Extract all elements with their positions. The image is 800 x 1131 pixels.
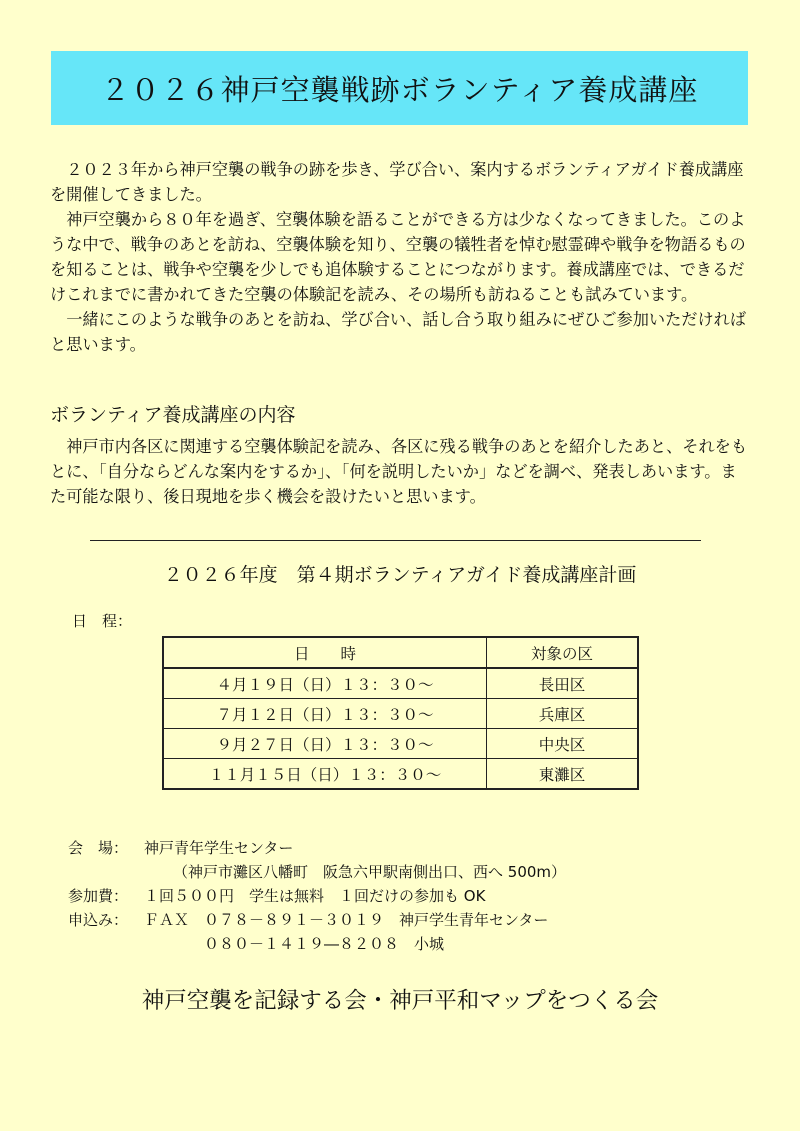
apply-fax: ＦＡＸ ０７８－８９１－３０１９ 神戸学生青年センター bbox=[144, 911, 549, 929]
row-date: １１月１５日（日）１３：３０～ bbox=[163, 759, 487, 790]
venue-address: （神戸市灘区八幡町 阪急六甲駅南側出口、西へ 500m） bbox=[173, 863, 567, 881]
venue-address-row bbox=[68, 860, 566, 884]
intro-paragraph: 一緒にこのような戦争のあとを訪ね、学び合い、話し合う取り組みにぜひご参加いただければと思います。 bbox=[50, 310, 747, 354]
plan-title: ２０２６年度 第４期ボランティアガイド養成講座計画 bbox=[163, 564, 637, 586]
venue-name: 神戸青年学生センター bbox=[144, 839, 294, 857]
page-title: ２０２６神戸空襲戦跡ボランティア養成講座 bbox=[100, 72, 699, 107]
header-ward: 対象の区 bbox=[487, 637, 639, 668]
row-date: ９月２７日（日）１３：３０～ bbox=[163, 729, 487, 759]
event-info bbox=[68, 836, 566, 956]
row-ward: 兵庫区 bbox=[487, 699, 639, 729]
title-banner bbox=[51, 51, 748, 125]
header-datetime: 日 時 bbox=[163, 637, 487, 668]
apply-phone-row bbox=[68, 932, 566, 956]
row-ward: 中央区 bbox=[487, 729, 639, 759]
row-ward: 東灘区 bbox=[487, 759, 639, 790]
intro-paragraph: 神戸空襲から８０年を過ぎ、空襲体験を語ることができる方は少なくなってきました。このような中で、戦争のあとを訪ね、空襲体験を知り、空襲の犠牲者を悼む慰霊碑や戦争を物語るものを知ることは、戦争や空襲を少しでも追体験することにつながります。養成講座では、できるだけこれまでに書かれてきた空襲の体験記を読み、その場所も訪ねることも試みています。 bbox=[50, 210, 746, 304]
fee-label: 参加費： bbox=[68, 887, 129, 905]
organizer-footer: 神戸空襲を記録する会・神戸平和マップをつくる会 bbox=[141, 988, 659, 1014]
venue-row bbox=[68, 836, 566, 860]
venue-label: 会 場： bbox=[68, 839, 129, 857]
fee-row bbox=[68, 884, 566, 908]
intro-paragraph: ２０２３年から神戸空襲の戦争の跡を歩き、学び合い、案内するボランティアガイド養成講座を開催してきました。 bbox=[50, 160, 744, 204]
section-paragraph: 神戸市内各区に関連する空襲体験記を読み、各区に残る戦争のあとを紹介したあと、それをもとに、「自分ならどんな案内をするか」、「何を説明したいか」などを調べ、発表しあいます。また可能な限り、後日現地を歩く機会を設けたいと思います。 bbox=[50, 437, 748, 506]
schedule-label: 日 程： bbox=[72, 612, 133, 630]
section-heading: ボランティア養成講座の内容 bbox=[50, 404, 296, 426]
table-row bbox=[163, 729, 638, 759]
intro-text bbox=[50, 157, 752, 357]
fee-text: １回５００円 学生は無料 １回だけの参加も OK bbox=[144, 887, 486, 905]
row-date: ４月１９日（日）１３：３０～ bbox=[163, 668, 487, 699]
section-body bbox=[50, 434, 752, 509]
apply-phone: ０８０－１４１９―８２０８ 小城 bbox=[204, 935, 445, 953]
row-date: ７月１２日（日）１３：３０～ bbox=[163, 699, 487, 729]
table-row bbox=[163, 668, 638, 699]
row-ward: 長田区 bbox=[487, 668, 639, 699]
table-row bbox=[163, 759, 638, 790]
schedule-table bbox=[162, 636, 639, 790]
apply-row bbox=[68, 908, 566, 932]
apply-label: 申込み： bbox=[68, 911, 129, 929]
table-row bbox=[163, 699, 638, 729]
table-header-row bbox=[163, 637, 638, 668]
divider bbox=[90, 540, 701, 541]
